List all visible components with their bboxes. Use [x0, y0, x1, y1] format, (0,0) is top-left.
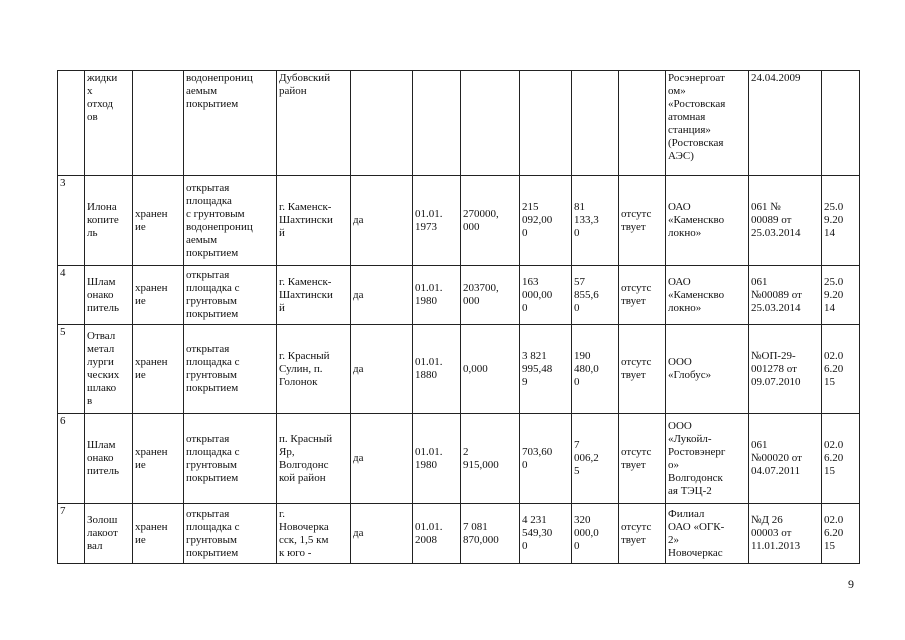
- license-date: 25.0 9.20 14: [822, 266, 860, 325]
- status: отсутс твует: [619, 414, 666, 504]
- owner: Росэнергоат ом» «Ростовская атомная станция» (Ростовская АЭС): [666, 71, 749, 176]
- table-row: [58, 176, 860, 266]
- status: отсутс твует: [619, 325, 666, 414]
- accumulated-amount: 3 821 995,48 9: [520, 325, 572, 414]
- capacity: 203700, 000: [461, 266, 520, 325]
- permit: да: [351, 266, 413, 325]
- page-number: 9: [848, 577, 854, 591]
- permit: да: [351, 176, 413, 266]
- annual-amount: 320 000,0 0: [572, 504, 619, 564]
- waste-facilities-table: [57, 70, 860, 564]
- annual-amount: 7 006,2 5: [572, 414, 619, 504]
- status: отсутс твует: [619, 266, 666, 325]
- license-date: 02.0 6.20 15: [822, 504, 860, 564]
- surface-type: открытая площадка с грунтовым покрытием: [184, 504, 277, 564]
- location: п. Красный Яр, Волгодонс кой район: [277, 414, 351, 504]
- capacity: 7 081 870,000: [461, 504, 520, 564]
- annual-amount: 81 133,3 0: [572, 176, 619, 266]
- row-number: 4: [58, 266, 85, 325]
- owner: ОАО «Каменскво локно»: [666, 266, 749, 325]
- capacity: 270000, 000: [461, 176, 520, 266]
- accumulated-amount: 703,60 0: [520, 414, 572, 504]
- accumulated-amount: 215 092,00 0: [520, 176, 572, 266]
- table-row: [58, 504, 860, 564]
- purpose: хранен ие: [133, 266, 184, 325]
- accumulated-amount: 163 000,00 0: [520, 266, 572, 325]
- license-date: 25.0 9.20 14: [822, 176, 860, 266]
- start-date: 01.01. 1973: [413, 176, 461, 266]
- row-number: [58, 71, 85, 176]
- facility-name: Золош лакоот вал: [85, 504, 133, 564]
- table-row: [58, 266, 860, 325]
- row-number: 5: [58, 325, 85, 414]
- capacity: 0,000: [461, 325, 520, 414]
- surface-type: открытая площадка с грунтовым покрытием: [184, 414, 277, 504]
- license: 24.04.2009: [749, 71, 822, 176]
- location: г. Новочерка сск, 1,5 км к юго -: [277, 504, 351, 564]
- start-date: 01.01. 1980: [413, 266, 461, 325]
- permit: да: [351, 325, 413, 414]
- facility-name: жидки х отход ов: [85, 71, 133, 176]
- license: 061 №00020 от 04.07.2011: [749, 414, 822, 504]
- location: г. Каменск- Шахтински й: [277, 176, 351, 266]
- start-date: 01.01. 1980: [413, 414, 461, 504]
- status: отсутс твует: [619, 504, 666, 564]
- start-date: 01.01. 2008: [413, 504, 461, 564]
- annual-amount: 190 480,0 0: [572, 325, 619, 414]
- facility-name: Отвал метал лурги ческих шлако в: [85, 325, 133, 414]
- location: г. Каменск- Шахтински й: [277, 266, 351, 325]
- row-number: 3: [58, 176, 85, 266]
- table-row: [58, 414, 860, 504]
- capacity: 2 915,000: [461, 414, 520, 504]
- status: отсутс твует: [619, 176, 666, 266]
- status: [619, 71, 666, 176]
- table-row: [58, 71, 860, 176]
- purpose: хранен ие: [133, 414, 184, 504]
- surface-type: водонепрониц aемым покрытием: [184, 71, 277, 176]
- license-date: [822, 71, 860, 176]
- location: г. Красный Сулин, п. Голонок: [277, 325, 351, 414]
- license: 061 № 00089 от 25.03.2014: [749, 176, 822, 266]
- owner: Филиал ОАО «ОГК- 2» Новочеркас: [666, 504, 749, 564]
- annual-amount: 57 855,6 0: [572, 266, 619, 325]
- surface-type: открытая площадка с грунтовым водонепрониц аемым покрытием: [184, 176, 277, 266]
- license-date: 02.0 6.20 15: [822, 325, 860, 414]
- annual-amount: [572, 71, 619, 176]
- purpose: хранен ие: [133, 504, 184, 564]
- purpose: хранен ие: [133, 325, 184, 414]
- capacity: [461, 71, 520, 176]
- surface-type: открытая площадка с грунтовым покрытием: [184, 266, 277, 325]
- purpose: хранен ие: [133, 176, 184, 266]
- license-date: 02.0 6.20 15: [822, 414, 860, 504]
- accumulated-amount: [520, 71, 572, 176]
- surface-type: открытая площадка с грунтовым покрытием: [184, 325, 277, 414]
- license: 061 №00089 от 25.03.2014: [749, 266, 822, 325]
- facility-name: Илона копите ль: [85, 176, 133, 266]
- permit: да: [351, 504, 413, 564]
- row-number: 6: [58, 414, 85, 504]
- owner: ООО «Лукойл- Ростовэнерг о» Волгодонск ая ТЭЦ-2: [666, 414, 749, 504]
- permit: [351, 71, 413, 176]
- location: Дубовский район: [277, 71, 351, 176]
- license: №ОП-29- 001278 от 09.07.2010: [749, 325, 822, 414]
- owner: ООО «Глобус»: [666, 325, 749, 414]
- table-row: [58, 325, 860, 414]
- facility-name: Шлам онако питель: [85, 266, 133, 325]
- owner: ОАО «Каменскво локно»: [666, 176, 749, 266]
- purpose: [133, 71, 184, 176]
- accumulated-amount: 4 231 549,30 0: [520, 504, 572, 564]
- start-date: 01.01. 1880: [413, 325, 461, 414]
- row-number: 7: [58, 504, 85, 564]
- facility-name: Шлам онако питель: [85, 414, 133, 504]
- start-date: [413, 71, 461, 176]
- permit: да: [351, 414, 413, 504]
- license: №Д 26 00003 от 11.01.2013: [749, 504, 822, 564]
